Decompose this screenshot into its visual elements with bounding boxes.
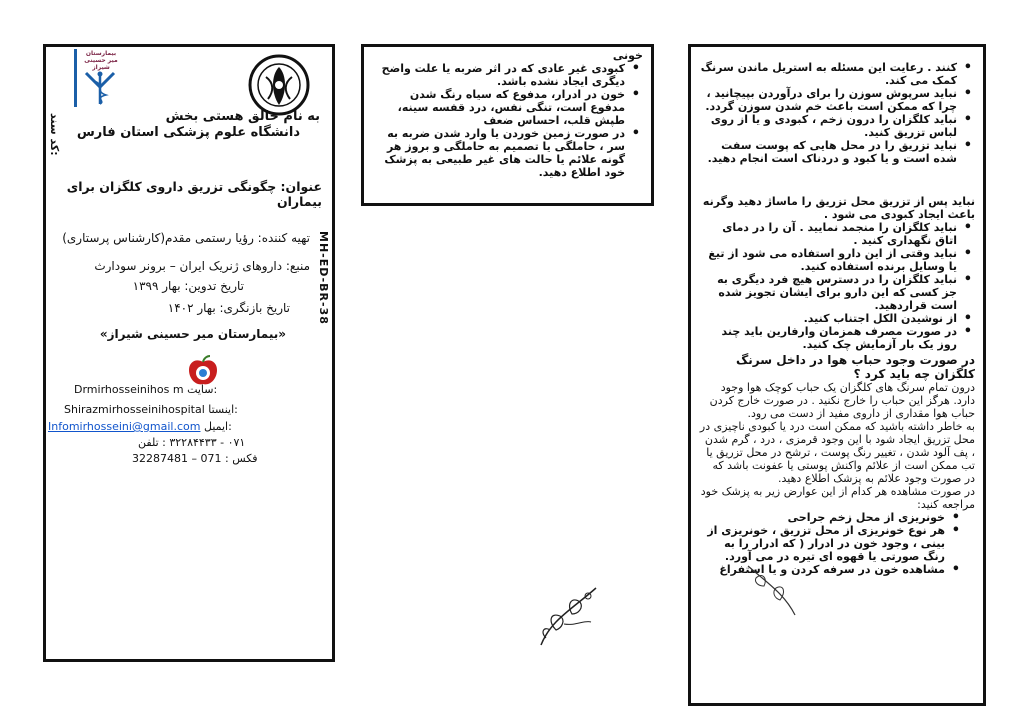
email-label: ایمیل: — [203, 420, 232, 433]
air-bubble-answer: درون تمام سرنگ های کلگزان یک حباب کوچک هوا وجود دارد. هرگز این حباب را خارج نکنید . در صورت خارج کردن حباب هوا مقداری از داروی مفید از دست می رود. — [709, 381, 975, 420]
instructions-panel — [688, 44, 986, 706]
hospital-logo-caption: بیمارستان میر حسینی شیراز — [84, 50, 118, 71]
email-link[interactable]: Infomirhosseini@gmail.com — [48, 420, 201, 433]
consult-doctor-note: در صورت مشاهده هر کدام از این عوارض زیر به پزشک خود مراجعه کنید: — [700, 485, 975, 511]
hospital-logo — [74, 49, 121, 107]
instagram-label: اینستا: — [208, 403, 238, 416]
list-item: • نباید سرپوش سوزن را برای درآوردن بپیچانید ، چرا که ممکن است باعث خم شدن سوزن گردد. — [699, 87, 957, 113]
date-reviewed: تاریخ بازنگری: بهار ۱۴۰۲ — [167, 301, 290, 315]
email-line — [48, 420, 232, 433]
list-item: • کبودی غیر عادی که در اثر ضربه یا علت واضح دیگری ایجاد نشده باشد. — [372, 62, 625, 88]
list-item: • مشاهده خون در سرفه کردن و یا استفراغ — [699, 563, 945, 576]
website-line — [74, 383, 217, 396]
instagram-line — [64, 403, 238, 416]
right-top-list — [699, 61, 975, 165]
fax-line: فکس : 071 – 32287481 — [132, 452, 258, 465]
phone-line: ۰۷۱ - ۳۲۲۸۴۴۳۳ : تلفن — [138, 436, 246, 449]
website-label: سایت: — [187, 383, 218, 396]
source: منبع: داروهای ژنریک ایران – برونر سودارث — [94, 259, 310, 273]
list-item: • خون در ادرار، مدفوع که سیاه رنگ شدن مدفوع است، تنگی نفس، درد قفسه سینه، طپش قلب، احساس ضعف — [372, 88, 625, 127]
doc-code-label: کد سند: — [48, 113, 61, 156]
doc-code: MH-ED-BR-38 — [317, 231, 330, 325]
side-effects-note: به خاطر داشته باشید که ممکن است درد یا کبودی ناچیزی در محل تزریق ایجاد شود با این وجود قرمزی ، درد ، گرم شدن ، پف آلود شدن ، تغییر رنگ پوست ، ترشح در محل تزریق یا تب ممکن است از علائم واکنش پوستی یا عفونت باشد که در صورت وجود علائم به پزشک اطلاع دهید. — [699, 420, 975, 485]
air-bubble-question: در صورت وجود حباب هوا در داخل سرنگ کلگزان چه باید کرد ؟ — [735, 353, 975, 381]
list-item: • کنند . رعایت این مسئله به استریل ماندن سرنگ کمک می کند. — [699, 61, 957, 87]
page-title: عنوان: چگونگی تزریق داروی کلگزان برای بیماران — [66, 179, 322, 209]
caduceus-icon — [83, 67, 117, 105]
cover-panel — [43, 44, 335, 662]
list-item: • نباید تزریق را در محل هایی که پوست سفت شده است و یا کبود و دردناک است انجام دهید. — [699, 139, 957, 165]
list-item: • در صورت مصرف همزمان وارفارین باید چند روز یک بار آزمایش چک کنید. — [699, 325, 957, 351]
website-value[interactable]: Drmirhosseinihos m — [74, 383, 184, 396]
floral-ornament-icon — [740, 560, 800, 620]
middle-top-line: خونی — [612, 49, 643, 62]
date-written: تاریخ تدوین: بهار ۱۳۹۹ — [132, 279, 244, 293]
list-item: • هر نوع خونریزی از محل تزریق ، خونریزی از بینی ، وجود خون در ادرار ( که ادرار را به رنگ صورتی یا قهوه ای تیره در می آورد. — [699, 524, 945, 563]
list-item: • از نوشیدن الکل اجتناب کنید. — [699, 312, 957, 325]
warning-panel — [361, 44, 654, 206]
list-item: • خونریزی از محل زخم جراحی — [699, 511, 945, 524]
middle-warning-list — [372, 62, 643, 179]
list-item: • نباید وقتی از این دارو استفاده می شود از تیغ یا وسایل برنده استفاده کنید. — [699, 247, 957, 273]
floral-ornament-icon — [536, 580, 606, 650]
list-item: • نباید کلگزان را منجمد نمایید . آن را در دمای اتاق نگهداری کنید . — [699, 221, 957, 247]
list-item: • در صورت زمین خوردن یا وارد شدن ضربه به سر ، حاملگی یا تصمیم به حاملگی و بروز هر گونه علائم یا حالت های غیر طبیعی به پزشک خود اطلاع دهید. — [372, 127, 625, 179]
hospital-name: «بیمارستان میر حسینی شیراز» — [99, 327, 286, 341]
list-item: • نباید کلگزان را درون زخم ، کبودی و یا از روی لباس تزریق کنید. — [699, 113, 957, 139]
instagram-value[interactable]: Shirazmirhosseinihospital — [64, 403, 205, 416]
massage-warning: نباید پس از تزریق محل تزریق را ماساژ دهید وگرنه باعث ایجاد کبودی می شود . — [702, 195, 975, 221]
header-blessing: به نام خالق هستی بخش — [165, 109, 320, 124]
prepared-by: تهیه کننده: رؤیا رستمی مقدم(کارشناس پرستاری) — [62, 231, 310, 245]
right-mid-list — [699, 221, 975, 351]
header-university: دانشگاه علوم پزشکی استان فارس — [76, 125, 300, 140]
list-item: • نباید کلگزان را در دسترس هیچ فرد دیگری به جز کسی که این دارو برای ایشان تجویز شده است قراردهید. — [699, 273, 957, 312]
